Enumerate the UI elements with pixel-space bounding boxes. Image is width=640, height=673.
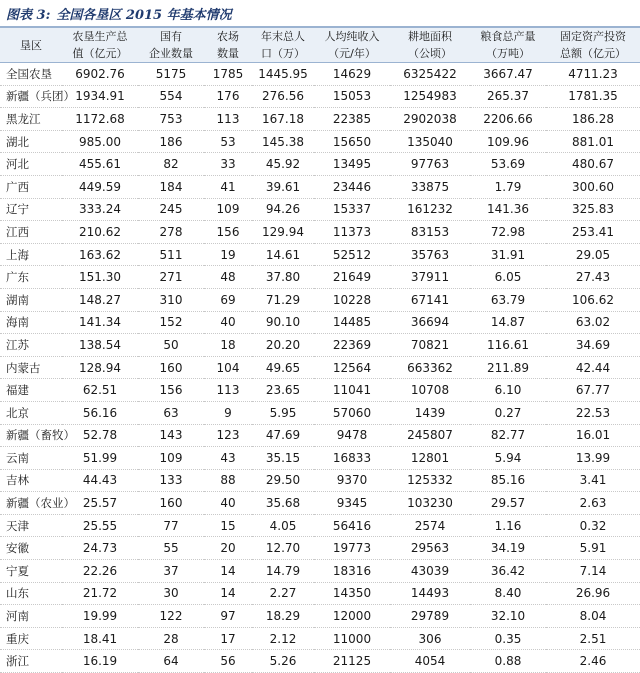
row-value-cell: 29.57 [470,492,546,515]
table-row [0,514,640,537]
row-value-cell: 985.00 [62,130,138,153]
row-value-cell: 82 [138,153,204,176]
row-value-cell: 90.10 [252,311,314,334]
row-value-cell: 63.02 [546,311,640,334]
row-value-cell: 20 [204,537,252,560]
row-value-cell: 1934.91 [62,85,138,108]
row-region-cell: 湖南 [0,288,62,311]
row-value-cell: 72.98 [470,221,546,244]
row-value-cell: 4054 [390,650,470,673]
row-region-cell: 海南 [0,311,62,334]
row-value-cell: 8.04 [546,605,640,628]
row-value-cell: 48 [204,266,252,289]
table-row [0,492,640,515]
row-value-cell: 2.27 [252,582,314,605]
row-value-cell: 14.87 [470,311,546,334]
row-value-cell: 43039 [390,560,470,583]
row-value-cell: 47.69 [252,424,314,447]
table-row [0,311,640,334]
row-value-cell: 8.40 [470,582,546,605]
row-value-cell: 35.68 [252,492,314,515]
row-value-cell: 186 [138,130,204,153]
row-region-cell: 内蒙古 [0,356,62,379]
row-value-cell: 325.83 [546,198,640,221]
row-value-cell: 14350 [314,582,390,605]
table-row [0,560,640,583]
row-value-cell: 184 [138,175,204,198]
row-value-cell: 753 [138,108,204,131]
row-value-cell: 152 [138,311,204,334]
row-value-cell: 82.77 [470,424,546,447]
row-value-cell: 271 [138,266,204,289]
row-value-cell: 5.95 [252,401,314,424]
row-value-cell: 310 [138,288,204,311]
header-farms-line2: 数量 [217,47,239,60]
row-value-cell: 19773 [314,537,390,560]
row-value-cell: 29563 [390,537,470,560]
row-region-cell: 广东 [0,266,62,289]
row-region-cell: 吉林 [0,469,62,492]
row-value-cell: 77 [138,514,204,537]
row-value-cell: 28 [138,627,204,650]
row-value-cell: 176 [204,85,252,108]
table-row [0,650,640,673]
table-row [0,198,640,221]
row-value-cell: 663362 [390,356,470,379]
row-value-cell: 29.05 [546,243,640,266]
row-value-cell: 10228 [314,288,390,311]
row-value-cell: 2574 [390,514,470,537]
row-value-cell: 210.62 [62,221,138,244]
table-row [0,288,640,311]
row-value-cell: 2.51 [546,627,640,650]
row-value-cell: 13.99 [546,447,640,470]
header-farmland-line1: 耕地面积 [408,30,452,43]
row-value-cell: 6.05 [470,266,546,289]
row-value-cell: 25.57 [62,492,138,515]
row-value-cell: 11041 [314,379,390,402]
row-value-cell: 10708 [390,379,470,402]
table-row [0,108,640,131]
row-value-cell: 16833 [314,447,390,470]
row-value-cell: 23.65 [252,379,314,402]
row-value-cell: 30 [138,582,204,605]
row-value-cell: 113 [204,379,252,402]
row-value-cell: 145.38 [252,130,314,153]
row-region-cell: 江苏 [0,334,62,357]
table-row [0,153,640,176]
row-value-cell: 71.29 [252,288,314,311]
row-region-cell: 山东 [0,582,62,605]
row-value-cell: 2.63 [546,492,640,515]
row-value-cell: 5.91 [546,537,640,560]
header-grain-line1: 粮食总产量 [480,30,536,43]
row-region-cell: 浙江 [0,650,62,673]
row-value-cell: 106.62 [546,288,640,311]
row-value-cell: 300.60 [546,175,640,198]
row-value-cell: 109 [204,198,252,221]
row-value-cell: 37911 [390,266,470,289]
row-value-cell: 34.69 [546,334,640,357]
row-value-cell: 109 [138,447,204,470]
header-enterprises-line1: 国有 [160,30,182,43]
table-row [0,537,640,560]
row-value-cell: 156 [138,379,204,402]
row-value-cell: 306 [390,627,470,650]
row-value-cell: 55 [138,537,204,560]
row-value-cell: 83153 [390,221,470,244]
row-value-cell: 0.35 [470,627,546,650]
row-value-cell: 109.96 [470,130,546,153]
row-value-cell: 143 [138,424,204,447]
row-value-cell: 51.99 [62,447,138,470]
row-value-cell: 161232 [390,198,470,221]
row-value-cell: 67.77 [546,379,640,402]
row-region-cell: 宁夏 [0,560,62,583]
row-value-cell: 14629 [314,63,390,86]
row-value-cell: 133 [138,469,204,492]
header-farmland-line2: （公顷） [408,47,452,60]
row-value-cell: 23446 [314,175,390,198]
header-grain-line2: （万吨） [486,47,530,60]
row-value-cell: 21125 [314,650,390,673]
row-value-cell: 480.67 [546,153,640,176]
table-row [0,582,640,605]
row-value-cell: 0.27 [470,401,546,424]
row-value-cell: 141.36 [470,198,546,221]
row-value-cell: 37.80 [252,266,314,289]
row-value-cell: 1439 [390,401,470,424]
row-region-cell: 辽宁 [0,198,62,221]
row-value-cell: 22385 [314,108,390,131]
row-value-cell: 56416 [314,514,390,537]
table-row [0,243,640,266]
row-value-cell: 1781.35 [546,85,640,108]
row-value-cell: 44.43 [62,469,138,492]
row-value-cell: 40 [204,492,252,515]
row-value-cell: 9345 [314,492,390,515]
row-value-cell: 7.14 [546,560,640,583]
row-value-cell: 94.26 [252,198,314,221]
row-value-cell: 97 [204,605,252,628]
row-value-cell: 141.34 [62,311,138,334]
table-row [0,63,640,86]
row-value-cell: 511 [138,243,204,266]
row-value-cell: 13495 [314,153,390,176]
row-value-cell: 455.61 [62,153,138,176]
row-value-cell: 3.41 [546,469,640,492]
row-value-cell: 14.79 [252,560,314,583]
row-value-cell: 0.88 [470,650,546,673]
header-investment-line2: 总额（亿元） [560,47,626,60]
row-value-cell: 25.55 [62,514,138,537]
row-region-cell: 北京 [0,401,62,424]
row-value-cell: 29789 [390,605,470,628]
row-value-cell: 62.51 [62,379,138,402]
row-value-cell: 245807 [390,424,470,447]
row-value-cell: 57060 [314,401,390,424]
row-value-cell: 43 [204,447,252,470]
row-value-cell: 35763 [390,243,470,266]
row-value-cell: 554 [138,85,204,108]
row-value-cell: 11000 [314,627,390,650]
table-row [0,469,640,492]
row-value-cell: 27.43 [546,266,640,289]
row-value-cell: 333.24 [62,198,138,221]
figure-caption [6,4,238,24]
row-region-cell: 江西 [0,221,62,244]
row-value-cell: 11373 [314,221,390,244]
header-output-line2: 值（亿元） [72,47,128,60]
row-value-cell: 29.50 [252,469,314,492]
row-value-cell: 36.42 [470,560,546,583]
row-value-cell: 34.19 [470,537,546,560]
row-value-cell: 15053 [314,85,390,108]
row-value-cell: 12801 [390,447,470,470]
table-row [0,447,640,470]
row-region-cell: 新疆（农业） [0,492,62,515]
header-population-line2: 口（万） [261,47,305,60]
row-value-cell: 70821 [390,334,470,357]
row-value-cell: 45.92 [252,153,314,176]
row-value-cell: 19.99 [62,605,138,628]
row-value-cell: 63.79 [470,288,546,311]
row-value-cell: 123 [204,424,252,447]
row-value-cell: 63 [138,401,204,424]
row-value-cell: 39.61 [252,175,314,198]
row-value-cell: 26.96 [546,582,640,605]
row-value-cell: 167.18 [252,108,314,131]
row-value-cell: 5175 [138,63,204,86]
table-row [0,356,640,379]
header-population-line1: 年末总人 [261,30,305,43]
row-value-cell: 69 [204,288,252,311]
row-value-cell: 14 [204,582,252,605]
table-row [0,379,640,402]
row-value-cell: 22.53 [546,401,640,424]
row-value-cell: 64 [138,650,204,673]
row-value-cell: 21.72 [62,582,138,605]
row-value-cell: 5.94 [470,447,546,470]
row-region-cell: 湖北 [0,130,62,153]
row-value-cell: 138.54 [62,334,138,357]
row-value-cell: 1445.95 [252,63,314,86]
row-value-cell: 113 [204,108,252,131]
header-row-2 [0,45,640,63]
row-value-cell: 15650 [314,130,390,153]
row-value-cell: 128.94 [62,356,138,379]
row-value-cell: 2.12 [252,627,314,650]
row-value-cell: 56 [204,650,252,673]
row-value-cell: 449.59 [62,175,138,198]
table-row [0,605,640,628]
row-region-cell: 全国农垦 [0,63,62,86]
table-row [0,401,640,424]
row-value-cell: 163.62 [62,243,138,266]
row-value-cell: 56.16 [62,401,138,424]
row-value-cell: 1.16 [470,514,546,537]
row-value-cell: 14.61 [252,243,314,266]
table-row [0,130,640,153]
row-value-cell: 33875 [390,175,470,198]
row-value-cell: 52.78 [62,424,138,447]
row-value-cell: 2.46 [546,650,640,673]
header-enterprises-line2: 企业数量 [149,47,193,60]
row-value-cell: 103230 [390,492,470,515]
row-value-cell: 20.20 [252,334,314,357]
header-region: 垦区 [20,38,42,52]
row-value-cell: 18.41 [62,627,138,650]
row-value-cell: 186.28 [546,108,640,131]
row-value-cell: 16.01 [546,424,640,447]
row-value-cell: 35.15 [252,447,314,470]
header-income-line1: 人均纯收入 [324,30,380,43]
row-value-cell: 151.30 [62,266,138,289]
row-region-cell: 天津 [0,514,62,537]
table-row [0,175,640,198]
row-value-cell: 12.70 [252,537,314,560]
row-value-cell: 160 [138,356,204,379]
row-value-cell: 881.01 [546,130,640,153]
row-value-cell: 2902038 [390,108,470,131]
row-value-cell: 116.61 [470,334,546,357]
row-value-cell: 21649 [314,266,390,289]
row-value-cell: 9 [204,401,252,424]
row-value-cell: 16.19 [62,650,138,673]
row-region-cell: 新疆（兵团） [0,85,62,108]
row-value-cell: 52512 [314,243,390,266]
row-value-cell: 15 [204,514,252,537]
header-row-1 [0,27,640,45]
row-value-cell: 125332 [390,469,470,492]
header-farms-line1: 农场 [217,30,239,43]
row-value-cell: 129.94 [252,221,314,244]
row-value-cell: 15337 [314,198,390,221]
row-value-cell: 160 [138,492,204,515]
row-value-cell: 36694 [390,311,470,334]
row-value-cell: 4711.23 [546,63,640,86]
table-body [0,63,640,673]
row-value-cell: 12564 [314,356,390,379]
row-value-cell: 122 [138,605,204,628]
row-value-cell: 156 [204,221,252,244]
row-value-cell: 3667.47 [470,63,546,86]
row-value-cell: 22369 [314,334,390,357]
row-value-cell: 41 [204,175,252,198]
row-region-cell: 福建 [0,379,62,402]
row-region-cell: 广西 [0,175,62,198]
row-value-cell: 2206.66 [470,108,546,131]
row-value-cell: 53 [204,130,252,153]
header-income-line2: （元/年） [328,47,376,60]
header-output-line1: 农垦生产总 [72,30,128,43]
row-value-cell: 88 [204,469,252,492]
reclamation-area-table [0,26,640,673]
row-value-cell: 245 [138,198,204,221]
row-value-cell: 37 [138,560,204,583]
row-value-cell: 18316 [314,560,390,583]
row-value-cell: 31.91 [470,243,546,266]
row-value-cell: 135040 [390,130,470,153]
row-region-cell: 新疆（畜牧） [0,424,62,447]
row-value-cell: 24.73 [62,537,138,560]
row-region-cell: 云南 [0,447,62,470]
row-value-cell: 253.41 [546,221,640,244]
table-header [0,27,640,63]
row-value-cell: 22.26 [62,560,138,583]
row-region-cell: 上海 [0,243,62,266]
row-value-cell: 17 [204,627,252,650]
figure-label: 图表 3: [6,8,51,23]
row-value-cell: 33 [204,153,252,176]
row-value-cell: 97763 [390,153,470,176]
row-value-cell: 14 [204,560,252,583]
row-value-cell: 1.79 [470,175,546,198]
row-value-cell: 6.10 [470,379,546,402]
row-value-cell: 40 [204,311,252,334]
row-value-cell: 14493 [390,582,470,605]
table-row [0,334,640,357]
row-value-cell: 9370 [314,469,390,492]
row-value-cell: 85.16 [470,469,546,492]
row-value-cell: 18 [204,334,252,357]
row-value-cell: 265.37 [470,85,546,108]
row-value-cell: 1172.68 [62,108,138,131]
row-value-cell: 14485 [314,311,390,334]
table-row [0,266,640,289]
row-region-cell: 河北 [0,153,62,176]
row-region-cell: 重庆 [0,627,62,650]
row-value-cell: 32.10 [470,605,546,628]
row-region-cell: 黑龙江 [0,108,62,131]
row-value-cell: 6902.76 [62,63,138,86]
row-value-cell: 276.56 [252,85,314,108]
table-row [0,221,640,244]
row-value-cell: 50 [138,334,204,357]
table-row [0,85,640,108]
header-investment-line1: 固定资产投资 [560,30,626,43]
row-value-cell: 49.65 [252,356,314,379]
row-value-cell: 4.05 [252,514,314,537]
table-row [0,627,640,650]
row-value-cell: 6325422 [390,63,470,86]
row-value-cell: 12000 [314,605,390,628]
row-value-cell: 0.32 [546,514,640,537]
row-value-cell: 211.89 [470,356,546,379]
row-value-cell: 53.69 [470,153,546,176]
row-value-cell: 42.44 [546,356,640,379]
row-value-cell: 5.26 [252,650,314,673]
row-value-cell: 1254983 [390,85,470,108]
row-value-cell: 18.29 [252,605,314,628]
row-value-cell: 148.27 [62,288,138,311]
row-value-cell: 67141 [390,288,470,311]
row-region-cell: 河南 [0,605,62,628]
row-value-cell: 9478 [314,424,390,447]
row-region-cell: 安徽 [0,537,62,560]
row-value-cell: 19 [204,243,252,266]
figure-title: 全国各垦区 2015 年基本情况 [56,8,232,23]
row-value-cell: 104 [204,356,252,379]
row-value-cell: 278 [138,221,204,244]
table-row [0,424,640,447]
row-value-cell: 1785 [204,63,252,86]
